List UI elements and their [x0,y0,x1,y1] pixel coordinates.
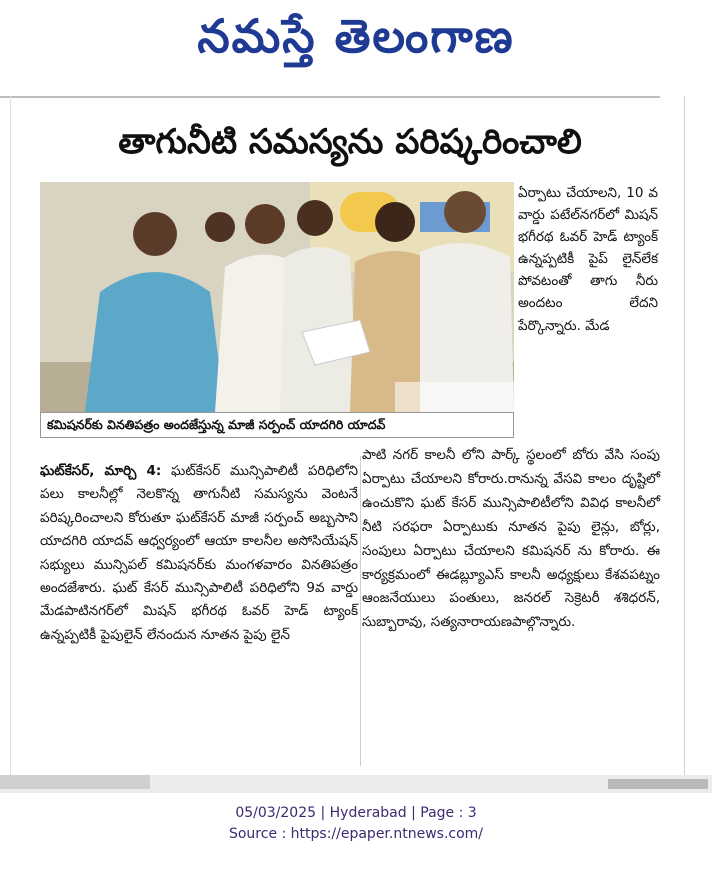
page-edge-rule-left [10,96,11,776]
article-text-right-column [518,182,658,337]
column-divider [360,456,361,766]
photo-caption: కమిషనర్‌కు వినతిపత్రం అందజేస్తున్న మాజీ సర్పంచ్ యాదగిరి యాదవ్ [40,412,514,438]
article-text-middle-column [362,444,660,635]
footer-date-edition-page: 05/03/2025 | Hyderabad | Page : 3 [235,805,477,821]
article-dateline: ఘట్‌కేసర్, మార్చి 4: [40,463,162,479]
masthead-rule [0,96,660,98]
article-paragraph [40,460,358,647]
photo-illustration [40,182,514,412]
article-body-text: ఘట్‌కేసర్ మున్సిపాలిటీ పరిధిలోని పలు కాలనీల్లో నెలకొన్న తాగునీటి సమస్యను వెంటనే పరిష్కరించాలని కోరుతూ ఘట్‌కేసర్ మాజీ సర్పంచ్ అబ్బసాని యాదగిరి యాదవ్ ఆధ్వర్యంలో ఆయా కాలనీల అసోసియేషన్ సభ్యులు మున్సిపల్ కమిషనర్‌కు మంగళవారం వినతిపత్రం అందజేశారు. ఘట్ కేసర్ మున్సిపాలిటీ పరిధిలోని 9వ వార్డు మేడపాటినగర్‌లో మిషన్ భగీరథ ఓవర్ హెడ్ ట్యాంక్ ఉన్నప్పటికీ పైపులైన్ లేనందున నూతన పైపు లైన్ [40,463,359,643]
article-paragraph: పాటి నగర్ కాలనీ లోని పార్క్ స్థలంలో బోరు వేసి సంపు ఏర్పాటు చేయాలని కోరారు.రానున్న వేసవి కాలం దృష్టిలో ఉంచుకొని ఘట్ కేసర్ మున్సిపాలిటీలోని వివిధ కాలనీలో నీటి సరఫరా ఏర్పాటుకు నూతన పైపు లైన్లు, బోర్లు, సంపులు ఏర్పాటు చేయాలని కమిషనర్ ను కోరారు. ఈ కార్యక్రమంలో ఈడబ్ల్యూఎస్ కాలనీ అధ్యక్షులు కేశవపట్నం ఆంజనేయులు పంతులు, జనరల్ సెక్రెటరీ శశిధరన్, సుబ్బారావు, సత్యనారాయణపాల్గొన్నారు. [362,447,660,631]
footer-source-link[interactable]: Source : https://epaper.ntnews.com/ [228,826,484,842]
adjacent-article-strip [0,775,712,793]
newspaper-masthead: నమస్తే తెలంగాణ [197,9,515,63]
article-text-left-column [40,460,358,647]
epaper-footer [0,803,712,845]
article-photo [40,182,514,412]
page-edge-rule-right [684,96,685,776]
article-headline: తాగునీటి సమస్యను పరిష్కరించాలి [118,122,582,162]
article-paragraph: ఏర్పాటు చేయాలని, 10 వ వార్డు పటేల్‌నగర్‌లో మిషన్ భగీరథ ఓవర్ హెడ్ ట్యాంక్ ఉన్నప్పటికీ పైప్ లైన్‌లేక పోవటంతో తాగు నీరు అందటం లేదని పేర్కొన్నారు. మేడ [518,185,658,334]
